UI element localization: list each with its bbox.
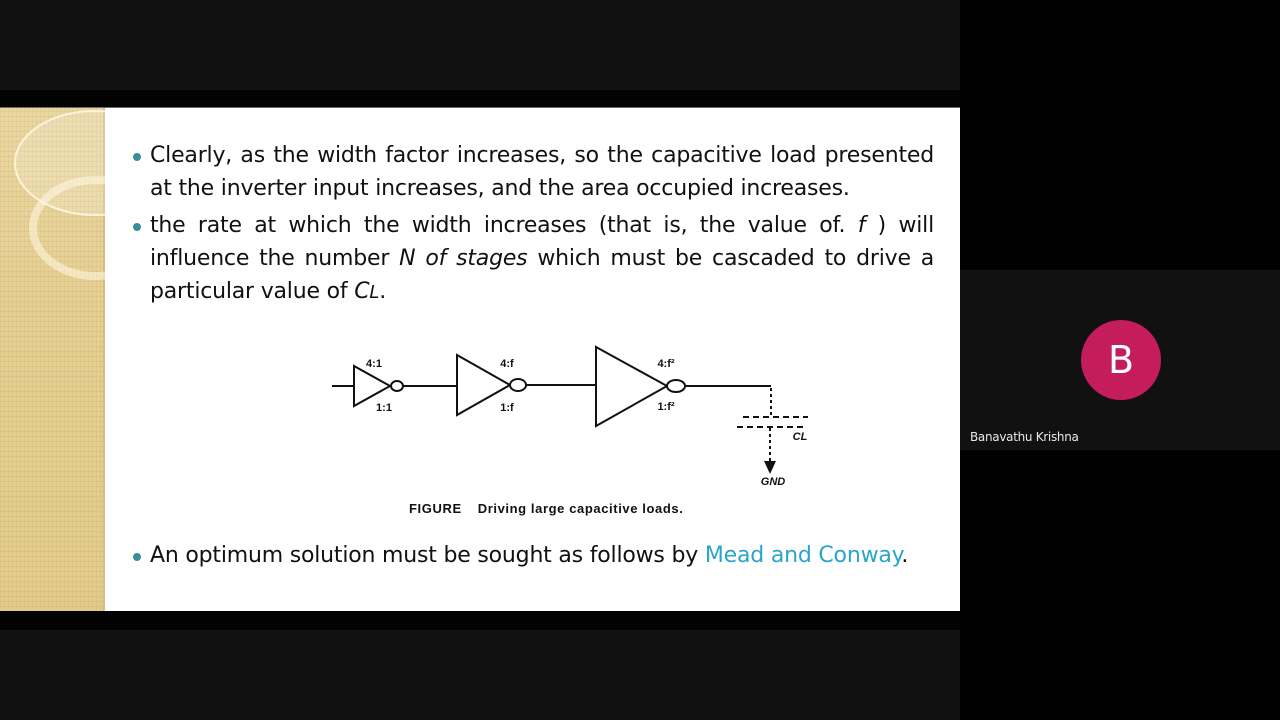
slide-decorative-border [0, 108, 105, 612]
stage-1-top-ratio: 4:1 [366, 358, 382, 370]
mead-conway-link[interactable]: Mead and Conway [704, 543, 902, 568]
load-capacitor-label: CL [792, 431, 808, 443]
ground-arrow-icon [764, 461, 776, 474]
stage-1-bottom-ratio: 1:1 [376, 402, 392, 414]
participant-name: Banavathu Krishna [970, 430, 1079, 444]
avatar: B [1081, 320, 1161, 400]
slide-content [105, 108, 960, 612]
participants-panel [960, 0, 1280, 720]
stage-2-top-ratio: 4:f [500, 358, 514, 370]
participant-tile[interactable] [960, 270, 1280, 450]
bullet-rate-of-width: the rate at which the width increases (that is, the value of. f ) will influence the number N of stages which must be cascaded to drive a particular value of CL. [150, 209, 934, 309]
figure-caption: FIGURE Driving large capacitive loads. [409, 501, 684, 516]
letterbox-top [0, 90, 960, 108]
stage-3-bottom-ratio: 1:f² [657, 401, 675, 413]
shared-slide [0, 107, 960, 612]
decorative-swirl-icon [0, 108, 105, 612]
bullet-width-factor: Clearly, as the width factor increases, so the capacitive load presented at the inverter input increases, and the area occupied increases. [150, 139, 934, 205]
inverter-chain-diagram [105, 108, 960, 612]
bullet-dot-icon [133, 553, 141, 561]
letterbox-bottom [0, 611, 960, 630]
stage-3-top-ratio: 4:f² [657, 358, 675, 370]
stage-2-bottom-ratio: 1:f [500, 402, 514, 414]
ground-label: GND [760, 476, 786, 488]
bullet-optimum-solution: An optimum solution must be sought as follows by Mead and Conway. [150, 539, 950, 572]
